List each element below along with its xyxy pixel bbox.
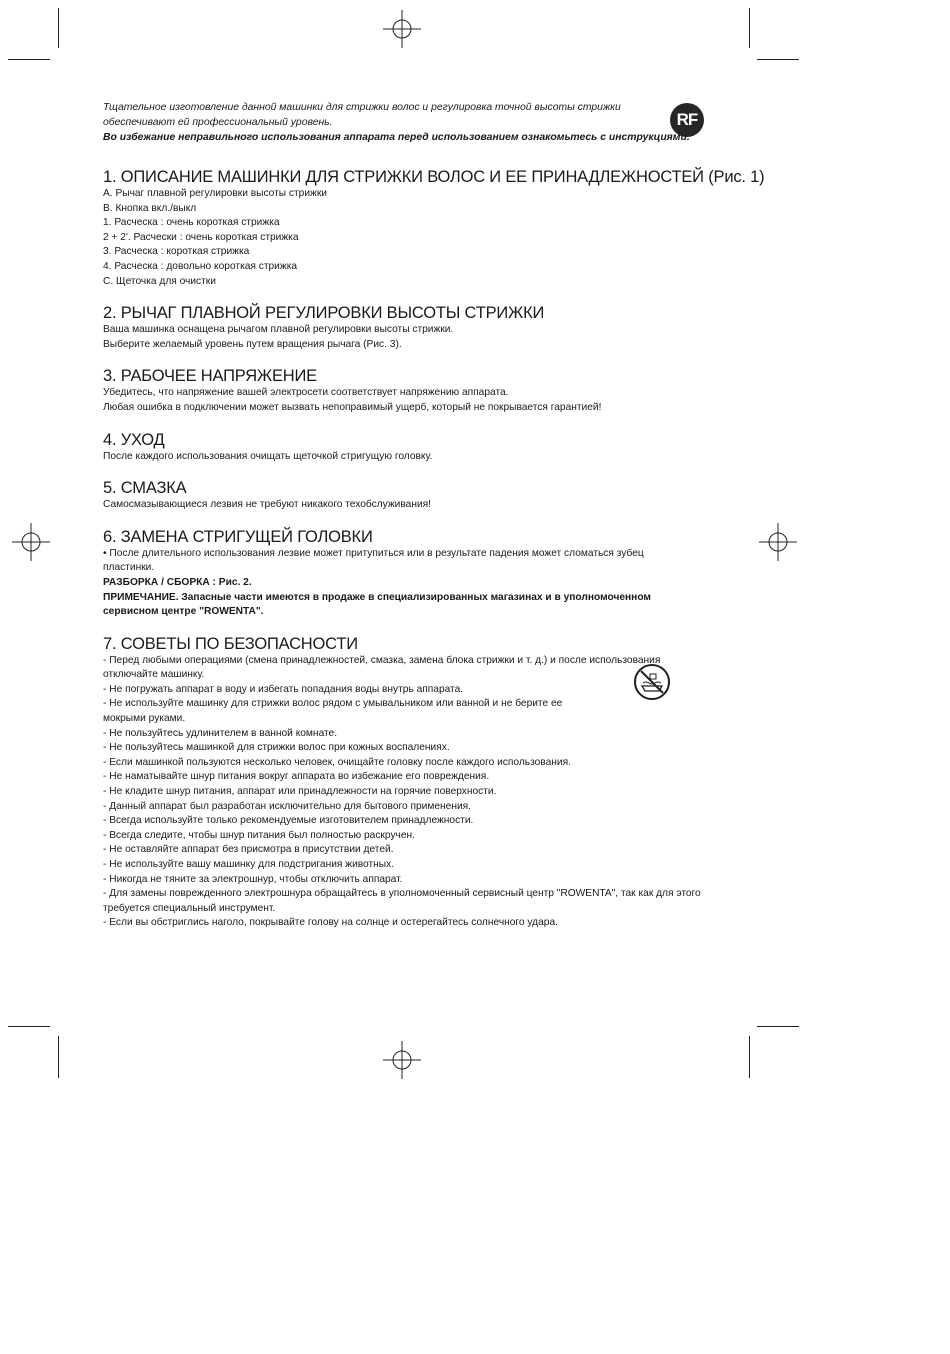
paragraph-line: РАЗБОРКА / СБОРКА : Рис. 2. — [103, 576, 252, 588]
list-item: - Никогда не тяните за электрошнур, чтобы отключить аппарат. — [103, 873, 403, 885]
list-item: B. Кнопка вкл./выкл — [103, 202, 197, 214]
section-2 — [103, 303, 703, 352]
list-item: - Не пользуйтесь машинкой для стрижки волос при кожных воспалениях. — [103, 742, 450, 754]
registration-mark-icon — [759, 523, 797, 561]
list-item: - Не используйте машинку для стрижки волос рядом с умывальником или ванной и не берите ее мокрыми руками. — [103, 698, 563, 725]
crop-mark — [757, 59, 799, 60]
list-item: - Для замены поврежденного электрошнура обращайтесь в уполномоченный сервисный центр "ROWENTA", так как для этого требуется специальный инструмент. — [103, 888, 701, 914]
registration-mark-icon — [12, 523, 50, 561]
section-4 — [103, 430, 703, 465]
note-line: ПРИМЕЧАНИЕ. Запасные части имеются в продаже в специализированных магазинах и в уполномоченном сервисном центре "ROWENTA". — [103, 591, 651, 618]
section-3 — [103, 366, 703, 415]
paragraph-line: Любая ошибка в подключении может вызвать непоправимый ущерб, который не покрывается гарантией! — [103, 401, 602, 413]
intro-text: Тщательное изготовление данной машинки для стрижки волос и регулировка точной высоты стрижки обеспечивают ей профессиональный уровень. — [103, 102, 621, 128]
paragraph-line: Ваша машинка оснащена рычагом плавной регулировки высоты стрижки. — [103, 324, 454, 336]
crop-mark — [749, 8, 750, 48]
list-item: - Не пользуйтесь удлинителем в ванной комнате. — [103, 727, 338, 739]
section-1 — [103, 167, 765, 289]
list-item: - Не используйте вашу машинку для подстригания животных. — [103, 859, 395, 870]
registration-mark-icon — [383, 1041, 421, 1079]
section-title: 3. РАБОЧЕЕ НАПРЯЖЕНИЕ — [103, 367, 317, 386]
section-title: 1. ОПИСАНИЕ МАШИНКИ ДЛЯ СТРИЖКИ ВОЛОС И ЕЕ ПРИНАДЛЕЖНОСТЕЙ (Рис. 1) — [103, 168, 765, 186]
list-item: - Всегда следите, чтобы шнур питания был полностью раскручен. — [103, 829, 415, 841]
section-title: 6. ЗАМЕНА СТРИГУЩЕЙ ГОЛОВКИ — [103, 527, 373, 546]
list-item: - Не погружать аппарат в воду и избегать попадания воды внутрь аппарата. — [103, 683, 464, 695]
list-item: A. Рычаг плавной регулировки высоты стрижки — [103, 188, 328, 199]
list-item: C. Щеточка для очистки — [103, 275, 216, 287]
section-5 — [103, 478, 703, 513]
section-6 — [103, 527, 703, 620]
crop-mark — [749, 1036, 750, 1078]
crop-mark — [58, 1036, 59, 1078]
section-title: 5. СМАЗКА — [103, 479, 187, 498]
document-body — [103, 100, 765, 931]
language-badge: RF — [670, 103, 704, 137]
paragraph-line: Выберите желаемый уровень путем вращения рычага (Рис. 3). — [103, 338, 402, 350]
crop-mark — [757, 1026, 799, 1027]
crop-mark — [8, 59, 50, 60]
paragraph-line: После каждого использования очищать щеточкой стригущую головку. — [103, 450, 433, 462]
list-item: - Перед любыми операциями (смена принадлежностей, смазка, замена блока стрижки и т. д.) и после использования отключайте машинку. — [103, 654, 661, 681]
list-item: - Если машинкой пользуются несколько человек, очищайте головку после каждого использования. — [103, 756, 571, 768]
section-title: 4. УХОД — [103, 430, 165, 449]
list-item: - Всегда используйте только рекомендуемые изготовителем принадлежности. — [103, 815, 474, 827]
list-item: - Не кладите шнур питания, аппарат или принадлежности на горячие поверхности. — [103, 786, 497, 798]
paragraph-line: • После длительного использования лезвие может притупиться или в результате падения может сломаться зубец пластинки. — [103, 547, 644, 574]
paragraph-line: Самосмазывающиеся лезвия не требуют никакого техобслуживания! — [103, 499, 431, 511]
list-item: - Данный аппарат был разработан исключительно для бытового применения. — [103, 800, 471, 812]
list-item: 3. Расческа : короткая стрижка — [103, 246, 250, 258]
list-item: 2 + 2'. Расчески : очень короткая стрижка — [103, 231, 299, 243]
list-item: 4. Расческа : довольно короткая стрижка — [103, 260, 298, 272]
list-item: - Не оставляйте аппарат без присмотра в присутствии детей. — [103, 844, 394, 856]
section-title: 2. РЫЧАГ ПЛАВНОЙ РЕГУЛИРОВКИ ВЫСОТЫ СТРИЖКИ — [103, 304, 545, 323]
intro-warning: Во избежание неправильного использования аппарата перед использованием ознакомьтесь с инструкциями. — [103, 132, 690, 143]
paragraph-line: Убедитесь, что напряжение вашей электросети соответствует напряжению аппарата. — [103, 387, 509, 399]
section-title: 7. СОВЕТЫ ПО БЕЗОПАСНОСТИ — [103, 634, 358, 653]
section-7 — [103, 634, 703, 931]
list-item: - Не наматывайте шнур питания вокруг аппарата во избежание его повреждения. — [103, 771, 490, 783]
registration-mark-icon — [383, 10, 421, 48]
list-item: - Если вы обстриглись наголо, покрывайте голову на солнце и остерегайтесь солнечного удара. — [103, 917, 558, 929]
crop-mark — [8, 1026, 50, 1027]
list-item: 1. Расческа : очень короткая стрижка — [103, 217, 280, 229]
crop-mark — [58, 8, 59, 48]
